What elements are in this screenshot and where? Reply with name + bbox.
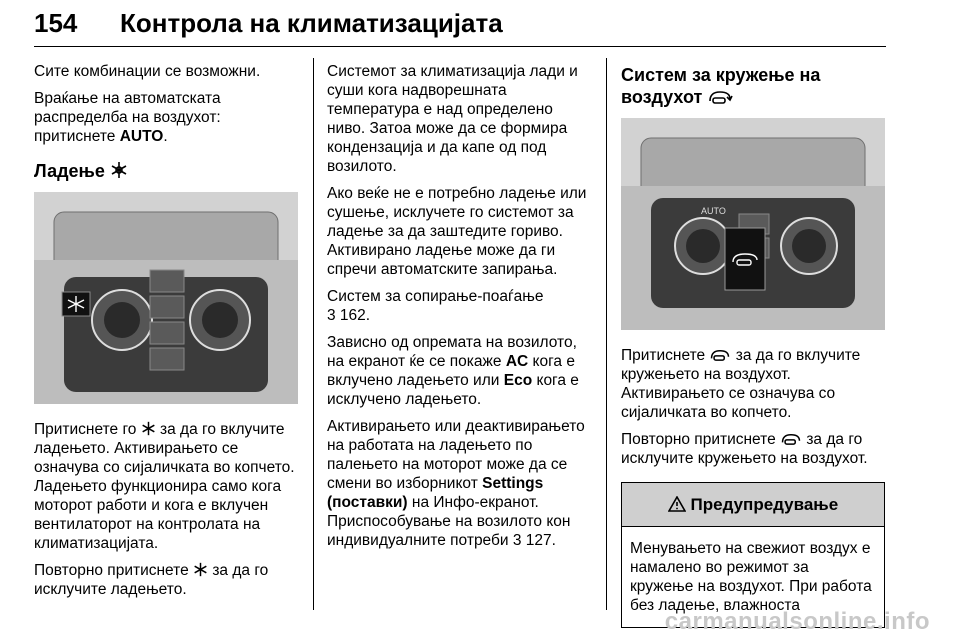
settings-label: Settings (поставки) [327, 475, 544, 511]
page-reference: 3 162. [327, 307, 371, 324]
paragraph: Ако веќе не е потребно ладење или сушење, исклучете го системот за ладење за да заштедите гориво. Активирано ладење може да ги спречи автоматските запирања. [327, 185, 587, 278]
column-divider-2 [606, 58, 607, 610]
paragraph: Активирањето или деактивирањето на работата на ладењето по палењето на моторот може да се смени во изборникот Settings (поставки) на Инфо-екранот. Приспособување на возилото кон индивидуалните потреби 3 127. [327, 418, 585, 549]
climate-panel-figure-recirculation [621, 118, 885, 330]
column-divider-1 [313, 58, 314, 610]
warning-header: Предупредување [622, 483, 884, 527]
warning-triangle-icon [668, 496, 686, 512]
warning-text: Менувањето на свежиот воздух е намалено во режимот за кружење на воздухот. При работа без ладење, влажноста [630, 540, 872, 614]
auto-button-label: AUTO [701, 206, 726, 216]
header-rule [34, 46, 886, 47]
paragraph: Системот за климатизација лади и суши кога надворешната температура е над определено ниво. Затоа може да се формира кондензација и да капе од под возилото. [327, 63, 578, 175]
recirculation-icon [709, 348, 731, 362]
page-header [34, 8, 886, 48]
paragraph: Сите комбинации се возможни. [34, 63, 261, 80]
column-1 [34, 62, 302, 607]
page-number: 154 [34, 8, 78, 38]
paragraph: Зависно од опремата на возилото, на екранот ќе се покаже AC кога е вклучено ладењето или Eco кога е исклучено ладењето. [327, 334, 579, 408]
page-reference: 3 127. [512, 532, 556, 549]
column-3 [621, 62, 887, 628]
snowflake-icon [141, 421, 156, 436]
heading-recirculation: Систем за кружење на воздухот [621, 65, 821, 107]
paragraph: Повторно притиснете за да го исклучите кружењето на воздухот. [621, 431, 868, 467]
climate-panel-figure-cooling [34, 192, 298, 404]
paragraph: Враќање на автоматската распределба на воздухот: притиснете AUTO. [34, 90, 221, 145]
page-title: Контрола на климатизацијата [120, 8, 503, 38]
warning-box [621, 482, 885, 628]
heading-cooling: Ладење [34, 160, 302, 182]
paragraph: Повторно притиснете за да го исклучите ладењето. [34, 562, 269, 598]
snowflake-icon [193, 562, 208, 577]
column-2 [327, 62, 595, 558]
paragraph: Притиснете го за да го вклучите ладењето. Активирањето се означува со сијаличката во копчето. Ладењето функционира само кога моторот работи и кога е вклучен вентилаторот на контролата на климатизацијата. [34, 421, 295, 552]
paragraph: Притиснете за да го вклучите кружењето на воздухот. Активирањето се означува со сијаличката во копчето. [621, 347, 861, 421]
recirculation-icon [780, 432, 802, 446]
recirculation-icon [707, 89, 733, 105]
auto-label: AUTO [119, 128, 164, 145]
paragraph: Систем за сопирање-поаѓање 3 162. [327, 288, 544, 324]
snowflake-icon [110, 161, 128, 179]
watermark: carmanualsonline.info [664, 608, 930, 635]
